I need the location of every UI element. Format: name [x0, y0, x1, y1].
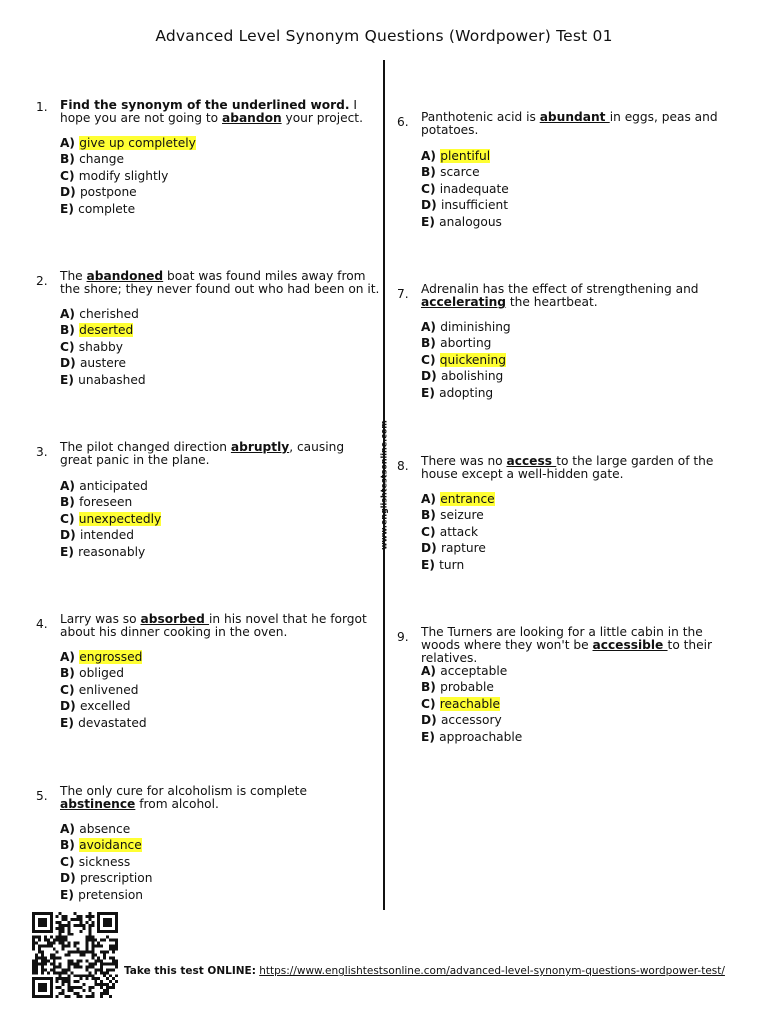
- options-list: [421, 148, 509, 230]
- option-letter: D): [60, 528, 80, 543]
- option-text: seizure: [440, 508, 484, 523]
- option-b: [421, 164, 509, 180]
- option-letter: A): [60, 307, 80, 321]
- option-text: prescription: [79, 871, 153, 886]
- option-text: modify slightly: [78, 168, 169, 183]
- option-text: pretension: [78, 887, 144, 902]
- option-d: [60, 870, 152, 886]
- option-letter: D): [60, 185, 80, 200]
- option-d: [421, 712, 522, 728]
- option-e: [60, 201, 196, 217]
- option-c: [421, 181, 509, 197]
- question-number: 9.: [397, 630, 409, 644]
- option-text: diminishing: [440, 320, 511, 334]
- footer: [124, 965, 725, 978]
- answer-text: avoidance: [79, 838, 142, 853]
- option-a: [60, 821, 152, 837]
- option-letter: C): [60, 339, 79, 354]
- option-letter: C): [60, 511, 79, 526]
- option-letter: B): [421, 165, 441, 180]
- option-e: [421, 557, 495, 573]
- underlined-word: abundant: [539, 110, 610, 124]
- question-stem: The Turners are looking for a little cabin in the woods where they won't be accessible to their relatives.: [421, 625, 713, 665]
- option-c: [421, 524, 495, 540]
- option-text: insufficient: [440, 198, 508, 213]
- underlined-word: accessible: [592, 638, 668, 652]
- option-a: [421, 663, 522, 679]
- option-e: [60, 544, 161, 560]
- option-text: abolishing: [440, 369, 504, 384]
- option-text: excelled: [79, 699, 131, 714]
- option-letter: A): [421, 149, 441, 163]
- option-letter: A): [421, 492, 441, 506]
- option-text: rapture: [440, 541, 486, 556]
- option-text: sickness: [78, 854, 131, 869]
- option-c: [60, 168, 196, 184]
- option-letter: C): [60, 168, 79, 183]
- option-e: [60, 715, 147, 731]
- option-letter: A): [60, 650, 80, 664]
- option-letter: D): [60, 871, 80, 886]
- option-text: inadequate: [439, 181, 509, 196]
- option-text: shabby: [78, 339, 123, 354]
- option-letter: E): [421, 385, 440, 400]
- test-online-link[interactable]: https://www.englishtestsonline.com/advanced-level-synonym-questions-wordpower-test/: [259, 965, 725, 977]
- option-letter: B): [60, 323, 80, 338]
- option-letter: B): [421, 508, 441, 523]
- option-letter: D): [421, 541, 441, 556]
- option-e: [60, 887, 152, 903]
- option-b: [421, 679, 522, 695]
- option-text: complete: [78, 201, 136, 216]
- answer-text: plentiful: [440, 149, 491, 163]
- option-letter: E): [60, 887, 79, 902]
- option-letter: B): [60, 838, 80, 853]
- option-letter: C): [421, 352, 440, 367]
- options-list: [421, 491, 495, 573]
- question-stem: Find the synonym of the underlined word. I hope you are not going to abandon your project.: [60, 98, 363, 125]
- option-d: [60, 527, 161, 543]
- option-letter: C): [421, 696, 440, 711]
- answer-text: reachable: [439, 696, 500, 711]
- option-text: obliged: [79, 666, 125, 681]
- option-letter: E): [60, 715, 79, 730]
- options-list: [60, 821, 152, 903]
- options-list: [60, 306, 146, 388]
- option-a: [421, 491, 495, 507]
- option-e: [421, 729, 522, 745]
- option-a: [60, 306, 146, 322]
- question-number: 5.: [36, 789, 48, 803]
- options-list: [60, 649, 147, 731]
- option-letter: B): [421, 336, 441, 351]
- option-text: anticipated: [79, 479, 148, 493]
- option-text: reasonably: [78, 544, 146, 559]
- answer-text: quickening: [439, 352, 507, 367]
- option-c: [60, 511, 161, 527]
- option-text: absence: [79, 822, 131, 836]
- option-b: [60, 322, 146, 338]
- option-text: probable: [440, 680, 494, 695]
- option-letter: A): [421, 664, 441, 678]
- option-a: [421, 319, 511, 335]
- option-letter: E): [60, 372, 79, 387]
- option-d: [421, 368, 511, 384]
- options-list: [60, 135, 196, 217]
- option-letter: C): [421, 181, 440, 196]
- option-letter: A): [60, 479, 80, 493]
- option-letter: B): [60, 152, 80, 167]
- option-a: [60, 135, 196, 151]
- options-list: [421, 319, 511, 401]
- question-number: 3.: [36, 445, 48, 459]
- answer-text: engrossed: [79, 650, 143, 664]
- option-letter: A): [421, 320, 441, 334]
- answer-text: entrance: [440, 492, 495, 506]
- option-letter: C): [60, 854, 79, 869]
- option-text: change: [79, 152, 124, 167]
- option-b: [60, 665, 147, 681]
- option-text: aborting: [440, 336, 492, 351]
- question-number: 6.: [397, 115, 409, 129]
- underlined-word: abruptly: [230, 440, 290, 454]
- answer-text: unexpectedly: [78, 511, 162, 526]
- option-letter: B): [60, 495, 80, 510]
- option-letter: E): [421, 557, 440, 572]
- option-b: [60, 151, 196, 167]
- option-c: [421, 696, 522, 712]
- option-c: [421, 352, 511, 368]
- option-letter: D): [421, 198, 441, 213]
- instruction-text: Find the synonym of the underlined word.: [60, 98, 350, 112]
- underlined-word: abandon: [222, 111, 282, 125]
- answer-text: give up completely: [79, 136, 196, 150]
- question-stem: The pilot changed direction abruptly, causing great panic in the plane.: [60, 440, 345, 467]
- question-stem: The only cure for alcoholism is complete abstinence from alcohol.: [60, 784, 307, 811]
- qr-code-icon[interactable]: [30, 912, 120, 998]
- underlined-word: access: [506, 454, 557, 468]
- option-text: cherished: [79, 307, 139, 321]
- option-letter: B): [60, 666, 80, 681]
- option-text: austere: [79, 356, 126, 371]
- option-text: scarce: [440, 165, 480, 180]
- option-a: [60, 478, 161, 494]
- option-letter: D): [60, 356, 80, 371]
- option-b: [60, 837, 152, 853]
- option-d: [60, 698, 147, 714]
- option-a: [60, 649, 147, 665]
- question-stem: The abandoned boat was found miles away from the shore; they never found out who had been on it.: [60, 269, 380, 296]
- option-letter: E): [421, 214, 440, 229]
- question-number: 4.: [36, 617, 48, 631]
- option-e: [421, 385, 511, 401]
- footer-label: Take this test ONLINE:: [124, 965, 256, 977]
- option-text: accessory: [440, 713, 502, 728]
- option-letter: D): [60, 699, 80, 714]
- question-number: 7.: [397, 287, 409, 301]
- option-letter: D): [421, 369, 441, 384]
- option-b: [421, 507, 495, 523]
- option-letter: D): [421, 713, 441, 728]
- answer-text: deserted: [79, 323, 134, 338]
- option-d: [60, 355, 146, 371]
- option-d: [421, 540, 495, 556]
- question-number: 2.: [36, 274, 48, 288]
- option-text: approachable: [439, 729, 523, 744]
- page-title: Advanced Level Synonym Questions (Wordpower) Test 01: [155, 27, 613, 45]
- options-list: [421, 663, 522, 745]
- question-stem: Adrenalin has the effect of strengthening and accelerating the heartbeat.: [421, 282, 699, 309]
- option-letter: E): [60, 201, 79, 216]
- option-d: [60, 184, 196, 200]
- underlined-word: abstinence: [60, 797, 136, 811]
- option-c: [60, 682, 147, 698]
- option-c: [60, 339, 146, 355]
- options-list: [60, 478, 161, 560]
- question-number: 8.: [397, 459, 409, 473]
- option-text: foreseen: [79, 495, 133, 510]
- option-letter: A): [60, 136, 80, 150]
- option-e: [421, 214, 509, 230]
- option-letter: E): [60, 544, 79, 559]
- option-text: adopting: [439, 385, 494, 400]
- question-stem: Panthotenic acid is abundant in eggs, peas and potatoes.: [421, 110, 718, 137]
- option-text: postpone: [79, 185, 137, 200]
- option-text: intended: [79, 528, 135, 543]
- option-b: [421, 335, 511, 351]
- option-b: [60, 494, 161, 510]
- option-e: [60, 372, 146, 388]
- option-text: acceptable: [440, 664, 508, 678]
- option-letter: E): [421, 729, 440, 744]
- option-d: [421, 197, 509, 213]
- option-text: enlivened: [78, 682, 139, 697]
- option-letter: B): [421, 680, 441, 695]
- option-text: analogous: [439, 214, 502, 229]
- option-a: [421, 148, 509, 164]
- option-c: [60, 854, 152, 870]
- option-text: devastated: [78, 715, 147, 730]
- option-text: turn: [439, 557, 465, 572]
- option-text: unabashed: [78, 372, 146, 387]
- question-stem: Larry was so absorbed in his novel that he forgot about his dinner cooking in the oven.: [60, 612, 367, 639]
- option-text: attack: [439, 524, 479, 539]
- side-url-text: www.englishtestsonline.com: [379, 420, 389, 550]
- underlined-word: abandoned: [86, 269, 164, 283]
- option-letter: C): [60, 682, 79, 697]
- option-letter: A): [60, 822, 80, 836]
- question-stem: There was no access to the large garden of the house except a well-hidden gate.: [421, 454, 714, 481]
- question-number: 1.: [36, 100, 48, 114]
- option-letter: C): [421, 524, 440, 539]
- underlined-word: accelerating: [421, 295, 507, 309]
- underlined-word: absorbed: [140, 612, 210, 626]
